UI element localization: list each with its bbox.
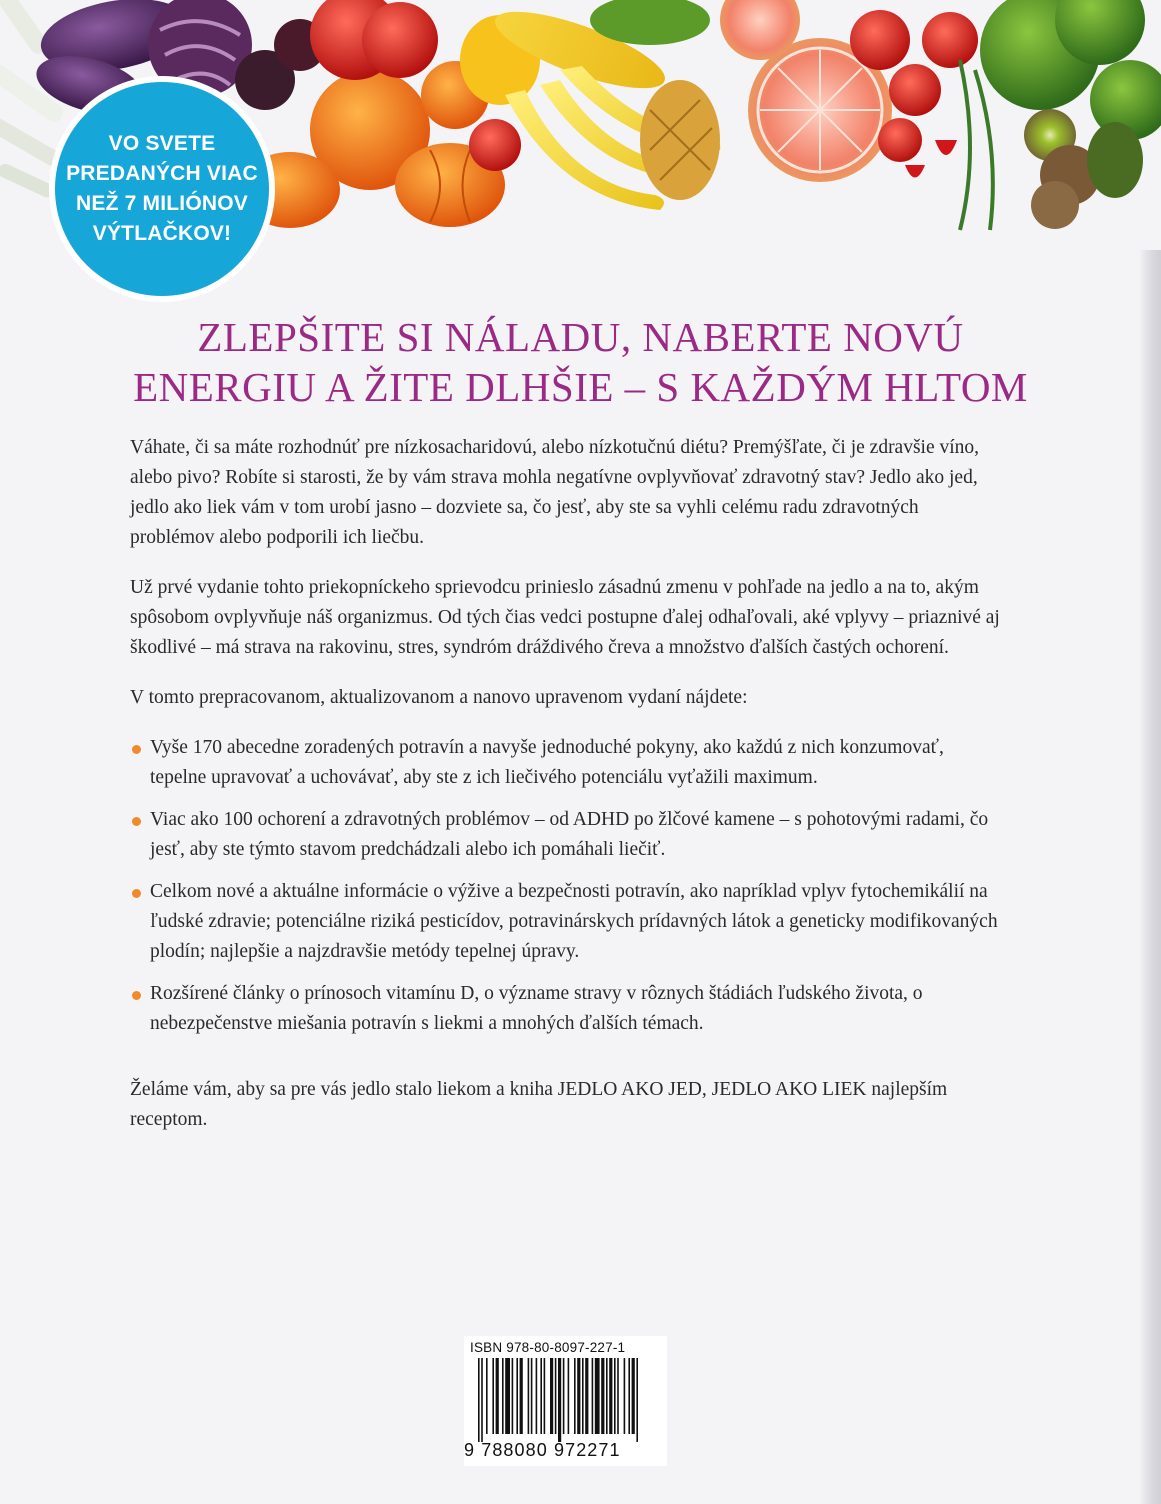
list-item-text: Rozšírené články o prínosoch vitamínu D, o význame stravy v rôznych štádiách ľudského života, o nebezpečenstve miešania potravín s liekmi a mnohých ďalších témach. bbox=[150, 983, 923, 1034]
barcode-bar bbox=[516, 1358, 518, 1434]
barcode-bar bbox=[617, 1358, 619, 1434]
barcode-bar bbox=[568, 1358, 570, 1434]
barcode-bar bbox=[555, 1358, 557, 1434]
barcode-bar bbox=[558, 1358, 561, 1442]
barcode-bar bbox=[632, 1358, 635, 1434]
badge-line-3: NEŽ 7 MILIÓNOV bbox=[76, 192, 248, 215]
sales-badge bbox=[55, 82, 269, 296]
headline bbox=[0, 312, 1161, 412]
barcode-bar bbox=[563, 1358, 565, 1434]
bullet-icon bbox=[132, 817, 141, 826]
bullet-icon bbox=[132, 991, 141, 1000]
badge-line-1: VO SVETE bbox=[108, 132, 216, 155]
paragraph-1: Váhate, či sa máte rozhodnúť pre nízkosacharidovú, alebo nízkotučnú diétu? Premýšľate, či je zdravšie víno, alebo pivo? Robíte si starosti, že by vám strava mohla negatívne ovplyvňovať zdravotný stav? Jedlo ako jed, jedlo ako liek vám v tom urobí jasno – dozviete sa, čo jesť, aby ste sa vyhli celému radu zdravotných problémov alebo podporili ich liečbu. bbox=[130, 437, 980, 548]
isbn-barcode bbox=[464, 1336, 667, 1466]
list-item-text: Vyše 170 abecedne zoradených potravín a navyše jednoduché pokyny, ako každú z nich konzumovať, tepelne upravovať a uchovávať, aby ste z ich liečivého potenciálu vyťažili maximum. bbox=[150, 737, 944, 788]
barcode-bar bbox=[592, 1358, 594, 1434]
barcode-bar bbox=[478, 1358, 480, 1442]
barcode-digits: 9 788080 972271 bbox=[464, 1440, 621, 1460]
list-intro: V tomto prepracovanom, aktualizovanom a nanovo upravenom vydaní nájdete: bbox=[130, 687, 748, 708]
paragraph-2: Už prvé vydanie tohto priekopníckeho sprievodcu prinieslo zásadnú zmenu v pohľade na jedlo a na to, akým spôsobom ovplyvňuje náš organizmus. Od tých čias vedci postupne ďalej odhaľovali, aké vplyvy – priaznivé aj škodlivé – má strava na rakovinu, stres, syndróm dráždivého čreva a množstvo ďalších častých ochorení. bbox=[130, 577, 1000, 658]
badge-line-4: VÝTLAČKOV! bbox=[92, 222, 232, 245]
barcode-bar bbox=[528, 1358, 530, 1434]
barcode-bar bbox=[595, 1358, 600, 1434]
bullet-icon bbox=[132, 745, 141, 754]
barcode-bar bbox=[544, 1358, 546, 1434]
barcode-bar bbox=[520, 1358, 523, 1434]
list-item-text: Celkom nové a aktuálne informácie o výžive a bezpečnosti potravín, ako napríklad vplyv fytochemikálií na ľudské zdravie; potenciálne riziká pesticídov, potravinárskych prídavných látok a geneticky modifikovaných plodín; najlepšie a najzdravšie metódy tepelnej úpravy. bbox=[150, 881, 998, 962]
barcode-bar bbox=[601, 1358, 604, 1434]
barcode-bar bbox=[536, 1358, 538, 1434]
list-item-text: Viac ako 100 ochorení a zdravotných problémov – od ADHD po žlčové kamene – s pohotovými radami, čo jesť, aby ste týmto stavom predchádzali alebo ich pomáhali liečiť. bbox=[150, 809, 989, 860]
barcode-bar bbox=[502, 1358, 504, 1434]
barcode-bar bbox=[505, 1358, 510, 1434]
barcode-bar bbox=[574, 1358, 576, 1434]
barcode-bar bbox=[606, 1358, 608, 1434]
barcode-bar bbox=[540, 1358, 542, 1434]
barcode-bar bbox=[492, 1358, 494, 1434]
barcode-bar bbox=[496, 1358, 499, 1434]
barcode-bar bbox=[550, 1358, 553, 1434]
barcode-bar bbox=[486, 1358, 488, 1434]
list-item bbox=[130, 979, 1000, 1039]
headline-line-2: ENERGIU A ŽITE DLHŠIE – S KAŽDÝM HLTOM bbox=[133, 364, 1028, 410]
barcode-bar bbox=[614, 1358, 616, 1434]
barcode-bars bbox=[464, 1358, 667, 1442]
barcode-bar bbox=[585, 1358, 588, 1434]
barcode-bar bbox=[628, 1358, 630, 1434]
barcode-bar bbox=[531, 1358, 533, 1434]
list-item bbox=[130, 877, 1000, 967]
bullet-icon bbox=[132, 889, 141, 898]
barcode-bar bbox=[636, 1358, 638, 1442]
blurb-text bbox=[130, 433, 1000, 1155]
barcode-bar bbox=[577, 1358, 580, 1434]
list-item bbox=[130, 733, 1000, 793]
closing-paragraph: Želáme vám, aby sa pre vás jedlo stalo liekom a kniha JEDLO AKO JED, JEDLO AKO LIEK najlepším receptom. bbox=[130, 1079, 948, 1130]
list-item bbox=[130, 805, 1000, 865]
feature-list bbox=[130, 733, 1000, 1039]
barcode-bar bbox=[624, 1358, 626, 1434]
isbn-label: ISBN 978-80-8097-227-1 bbox=[470, 1340, 626, 1355]
barcode-bar bbox=[609, 1358, 612, 1434]
barcode-bar bbox=[582, 1358, 584, 1434]
barcode-bar bbox=[481, 1358, 483, 1442]
headline-line-1: ZLEPŠITE SI NÁLADU, NABERTE NOVÚ bbox=[197, 314, 964, 360]
barcode-bar bbox=[512, 1358, 514, 1434]
badge-line-2: PREDANÝCH VIAC bbox=[66, 162, 258, 185]
